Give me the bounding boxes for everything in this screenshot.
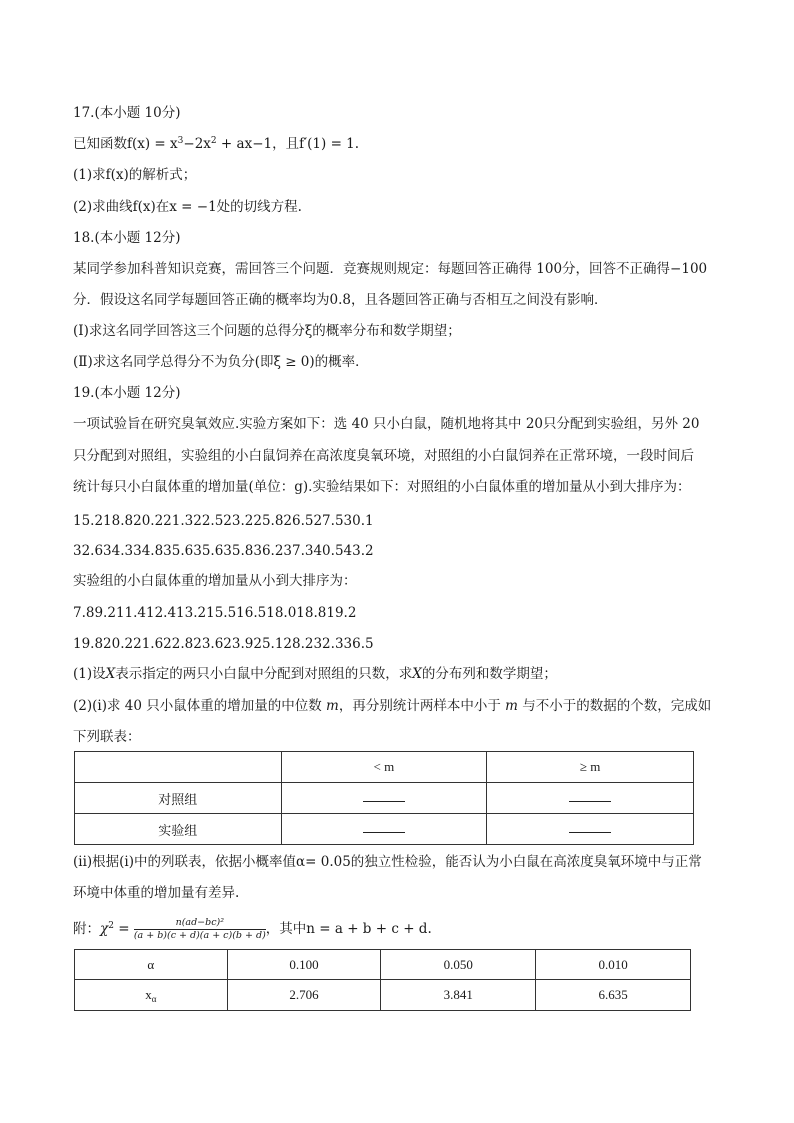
q19-title: 19.(本小题 12分) [73,385,181,401]
q19-experiment-data-2: 19.820.221.622.823.623.925.128.232.336.5 [73,636,374,652]
contingency-row-control [75,783,694,814]
contingency-header-empty [75,752,282,783]
critical-row-x [75,980,691,1011]
contingency-table [74,751,694,845]
appendix-prefix: 附： [73,921,100,937]
q17-title: 17.(本小题 10分) [73,105,181,121]
critical-x-value: 3.841 [381,980,536,1011]
q17-exp2: 2 [210,136,217,146]
q18-part1: (Ⅰ)求这名同学回答这三个问题的总得分ξ的概率分布和数学期望； [73,323,461,339]
q19-control-data-2: 32.634.334.835.635.635.836.237.340.543.2 [73,543,374,559]
critical-alpha-value: 0.010 [536,950,691,980]
chi-exponent: 2 [108,921,114,931]
q17-part1: (1)求f(x)的解析式； [73,167,197,183]
critical-label-x [75,980,228,1011]
equals-sign: = [113,921,134,937]
critical-label-alpha: α [75,950,228,980]
x-alpha-base: x [145,987,152,1002]
contingency-blank-cell[interactable] [281,783,487,814]
critical-value-table [74,949,691,1011]
contingency-row-label: 对照组 [75,783,282,814]
q19-part1 [73,665,557,683]
q18-stem-line1: 某同学参加科普知识竞赛，需回答三个问题．竞赛规则规定：每题回答正确得 100分，回答不正确得−100 [73,261,708,277]
contingency-blank-cell[interactable] [487,783,694,814]
critical-alpha-value: 0.050 [381,950,536,980]
q19-stem-line3: 统计每只小白鼠体重的增加量(单位：g).实验结果如下：对照组的小白鼠体重的增加量从小到大排序为： [73,479,691,495]
q17-exp3: 3 [177,136,184,146]
contingency-row-label: 实验组 [75,814,282,845]
q19-p2-m: m [326,698,339,714]
q17-stem [73,135,359,153]
q19-part3-line2: 环境中体重的增加量有差异. [73,885,240,901]
critical-alpha-value: 0.100 [227,950,381,980]
q17-stem-a: 已知函数f(x) = x [73,136,178,152]
q19-stem-line2: 只分配到对照组，实验组的小白鼠饲养在高浓度臭氧环境，对照组的小白鼠饲养在正常环境，一段时间后 [73,448,694,464]
q17-stem-b: −2x [183,136,211,152]
q19-p1-b: 表示指定的两只小白鼠中分配到对照组的只数，求 [115,666,413,682]
q19-part2 [73,697,711,715]
q19-p2-m2: m [505,698,518,714]
q19-p1-X2: X [412,666,422,682]
q18-part2: (Ⅱ)求这名同学总得分不为负分(即ξ ≥ 0)的概率． [73,354,369,370]
critical-x-value: 6.635 [536,980,691,1011]
q19-stem-line1: 一项试验旨在研究臭氧效应.实验方案如下：选 40 只小白鼠，随机地将其中 20只分配到实验组，另外 20 [73,416,700,432]
q19-experiment-data-1: 7.89.211.412.413.215.516.518.018.819.2 [73,605,357,621]
chi-symbol: χ [100,921,109,937]
appendix-formula [73,914,432,944]
q19-p2-b: ，再分别统计两样本中小于 [338,698,501,714]
q19-stem-line4: 实验组的小白鼠体重的增加量从小到大排序为： [73,573,357,589]
q19-control-data-1: 15.218.820.221.322.523.225.826.527.530.1 [73,513,374,529]
contingency-header-lt-m: < m [281,752,487,783]
critical-row-alpha [75,950,691,980]
q19-p1-X: X [105,666,116,682]
appendix-suffix: ，其中n = a + b + c + d. [265,921,432,937]
contingency-header-ge-m: ≥ m [487,752,694,783]
contingency-blank-cell[interactable] [281,814,487,845]
contingency-row-experiment [75,814,694,845]
q19-p2-a: (2)(i)求 40 只小鼠体重的增加量的中位数 [73,698,322,714]
q18-title: 18.(本小题 12分) [73,230,181,246]
x-alpha-subscript: α [151,994,157,1004]
critical-x-value: 2.706 [227,980,381,1011]
q19-part3-line1: (ii)根据(i)中的列联表，依据小概率值α= 0.05的独立性检验，能否认为小白鼠在高浓度臭氧环境中与正常 [73,854,702,870]
q19-part2-line2: 下列联表： [73,729,141,745]
q17-part2: (2)求曲线f(x)在x = −1处的切线方程. [73,199,302,215]
q19-p1-a: (1)设 [73,666,106,682]
q17-stem-c: + ax−1，且f′(1) = 1. [216,136,360,152]
q19-p1-c: 的分布列和数学期望； [421,666,557,682]
contingency-blank-cell[interactable] [487,814,694,845]
fraction-denominator: (a + b)(c + d)(a + c)(b + d) [133,930,266,941]
contingency-header-row [75,752,694,783]
q19-p2-c: 与不小于的数据的个数，完成如 [522,698,712,714]
q18-stem-line2: 分．假设这名同学每题回答正确的概率均为0.8，且各题回答正确与否相互之间没有影响． [73,292,608,308]
chi-square-fraction [134,917,266,942]
fraction-numerator: n(ad−bc)² [134,917,266,930]
